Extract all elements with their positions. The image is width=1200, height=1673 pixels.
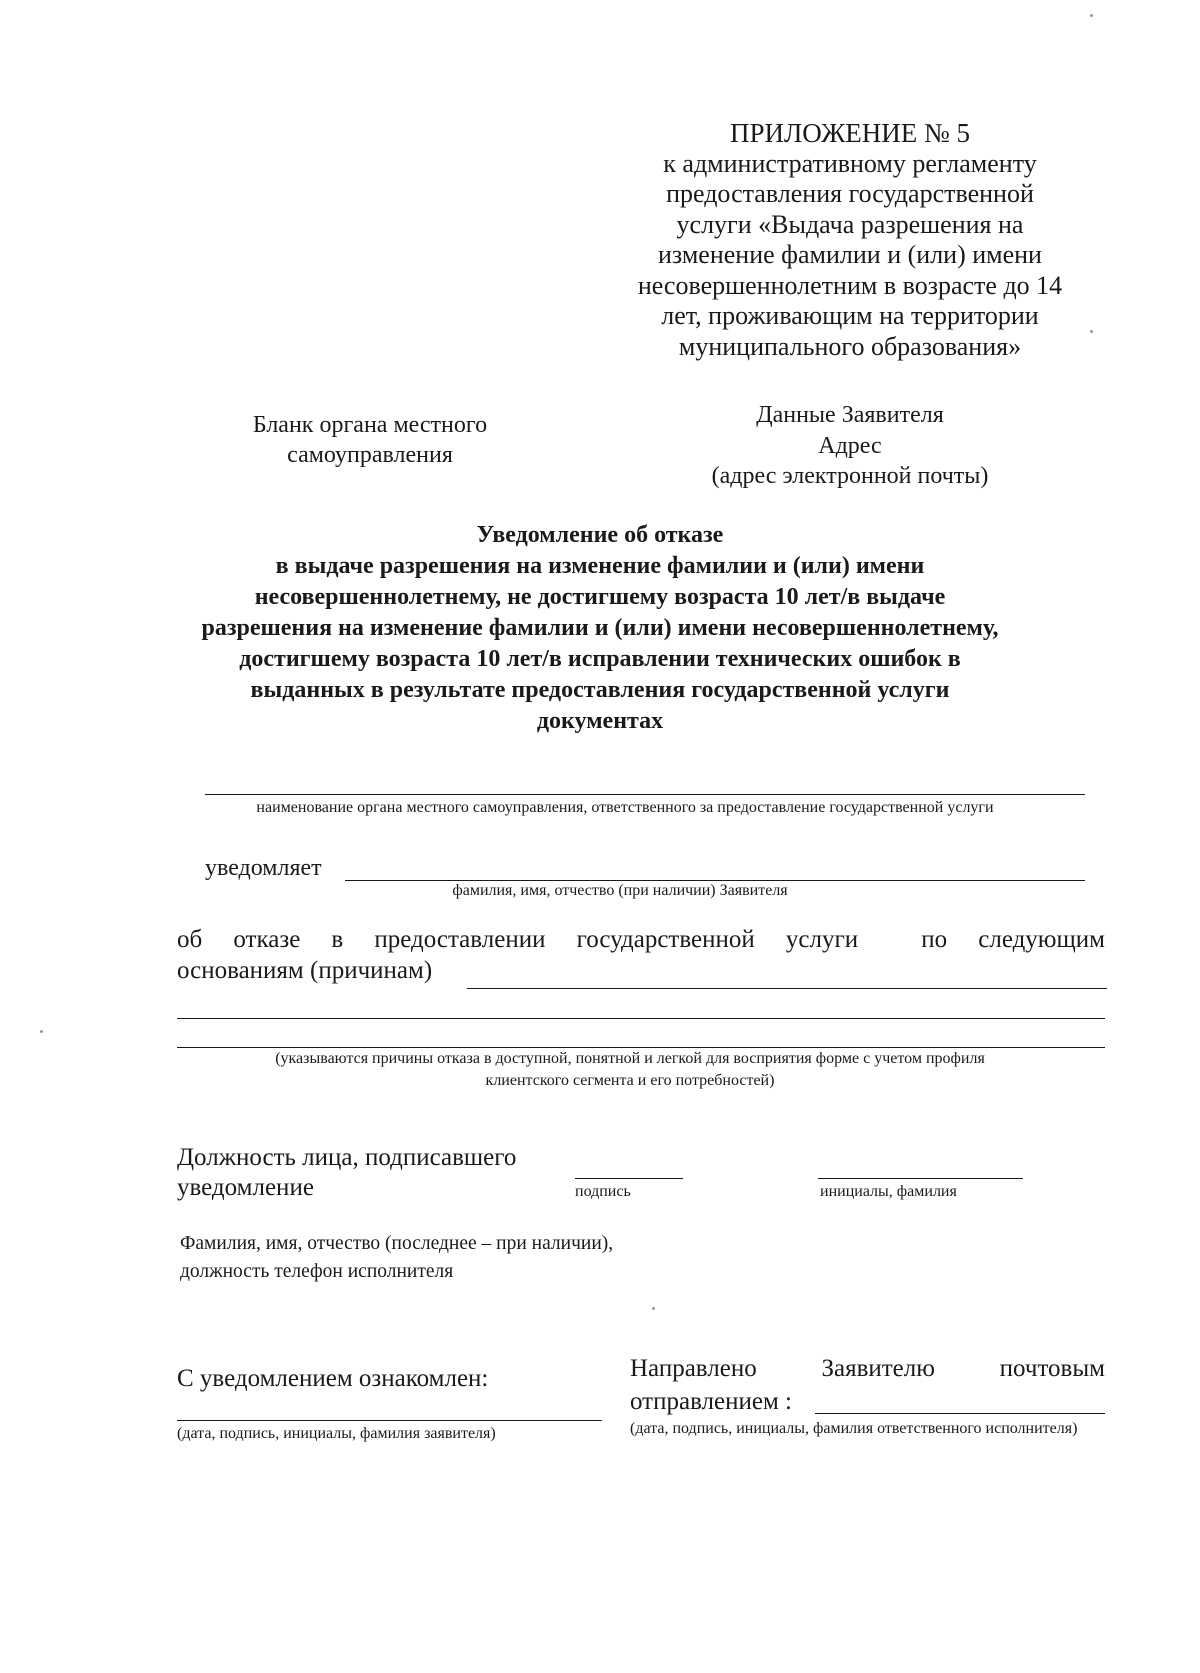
refusal-word: по xyxy=(921,926,948,953)
authority-name-field[interactable] xyxy=(205,794,1085,795)
heading-line: в выдаче разрешения на изменение фамилии и (или) имени xyxy=(275,553,925,579)
applicant-fio-field[interactable] xyxy=(345,880,1085,881)
notifies-label: уведомляет xyxy=(205,855,322,881)
appendix-line: предоставления государственной xyxy=(666,179,1034,208)
heading-line: разрешения на изменение фамилии и (или) имени несовершеннолетнему, xyxy=(201,615,999,641)
appendix-line: услуги «Выдача разрешения на xyxy=(676,209,1024,239)
sent-word: почтовым xyxy=(999,1355,1105,1382)
appendix-line: лет, проживающим на территории xyxy=(661,301,1039,330)
acquainted-field[interactable] xyxy=(177,1420,602,1421)
appendix-block xyxy=(600,118,1100,362)
reasons-field-line1[interactable] xyxy=(467,988,1107,989)
refusal-word: услуги xyxy=(785,926,859,953)
refusal-word: следующим xyxy=(978,926,1105,953)
sent-word: Заявителю xyxy=(821,1355,935,1382)
applicant-email-label: (адрес электронной почты) xyxy=(711,463,989,489)
sent-field[interactable] xyxy=(815,1413,1105,1414)
executor-line: должность телефон исполнителя xyxy=(180,1261,454,1282)
heading-line: документах xyxy=(536,708,664,734)
authority-name-caption: наименование органа местного самоуправления, ответственного за предоставление государственной услуги xyxy=(256,799,994,816)
reasons-field-line2[interactable] xyxy=(177,1018,1105,1019)
refusal-word: государственной xyxy=(576,926,755,953)
heading-line: выданных в результате предоставления государственной услуги xyxy=(250,677,950,703)
appendix-title: ПРИЛОЖЕНИЕ № 5 xyxy=(729,118,971,148)
executor-line: Фамилия, имя, отчество (последнее – при наличии), xyxy=(180,1233,614,1254)
refusal-word: в xyxy=(331,926,344,953)
letterhead-line: Бланк органа местного xyxy=(252,412,488,438)
applicant-data-label: Данные Заявителя xyxy=(756,402,944,428)
signature-field[interactable] xyxy=(575,1178,683,1179)
scan-speck xyxy=(40,1030,43,1033)
authority-letterhead xyxy=(200,410,540,470)
position-line: уведомление xyxy=(177,1174,314,1201)
refusal-word: предоставлении xyxy=(374,926,546,953)
reasons-caption-line: клиентского сегмента и его потребностей) xyxy=(485,1072,775,1089)
applicant-address-label: Адрес xyxy=(818,432,882,459)
scan-speck xyxy=(652,1307,655,1310)
refusal-word: об xyxy=(177,926,203,953)
acquainted-caption: (дата, подпись, инициалы, фамилия заявителя) xyxy=(177,1425,496,1442)
heading-line: Уведомление об отказе xyxy=(476,522,724,548)
position-line: Должность лица, подписавшего xyxy=(177,1144,517,1171)
refusal-word: отказе xyxy=(233,926,301,953)
refusal-text-line2: основаниям (причинам) xyxy=(177,957,433,984)
initials-field[interactable] xyxy=(818,1178,1023,1179)
heading-line: несовершеннолетнему, не достигшему возраста 10 лет/в выдаче xyxy=(254,584,946,610)
sent-text-line2: отправлением : xyxy=(630,1388,792,1415)
reasons-caption-line: (указываются причины отказа в доступной, понятной и легкой для восприятия форме с учетом профиля xyxy=(275,1050,985,1067)
applicant-fio-caption: фамилия, имя, отчество (при наличии) Заявителя xyxy=(452,882,788,899)
appendix-line: изменение фамилии и (или) имени xyxy=(658,240,1042,269)
sent-word: Направлено xyxy=(630,1355,757,1382)
signature-caption: подпись xyxy=(575,1183,631,1200)
letterhead-line: самоуправления xyxy=(287,442,453,468)
signatory-position-label xyxy=(177,1143,516,1203)
acquainted-label: С уведомлением ознакомлен: xyxy=(177,1365,489,1392)
appendix-line: к административному регламенту xyxy=(663,148,1037,178)
refusal-text-line1 xyxy=(177,926,1105,954)
document-heading xyxy=(150,520,1050,737)
reasons-caption xyxy=(150,1048,1110,1092)
applicant-data-block xyxy=(640,400,1060,492)
scan-speck xyxy=(1090,330,1093,333)
sent-text-line1 xyxy=(630,1355,1105,1383)
sent-caption: (дата, подпись, инициалы, фамилия ответственного исполнителя) xyxy=(630,1420,1078,1437)
executor-info xyxy=(180,1230,613,1286)
scan-speck xyxy=(1090,14,1093,17)
appendix-line: муниципального образования» xyxy=(678,331,1022,361)
heading-line: достигшему возраста 10 лет/в исправлении технических ошибок в xyxy=(239,646,961,672)
initials-caption: инициалы, фамилия xyxy=(820,1183,957,1200)
appendix-line: несовершеннолетним в возрасте до 14 xyxy=(637,270,1063,300)
